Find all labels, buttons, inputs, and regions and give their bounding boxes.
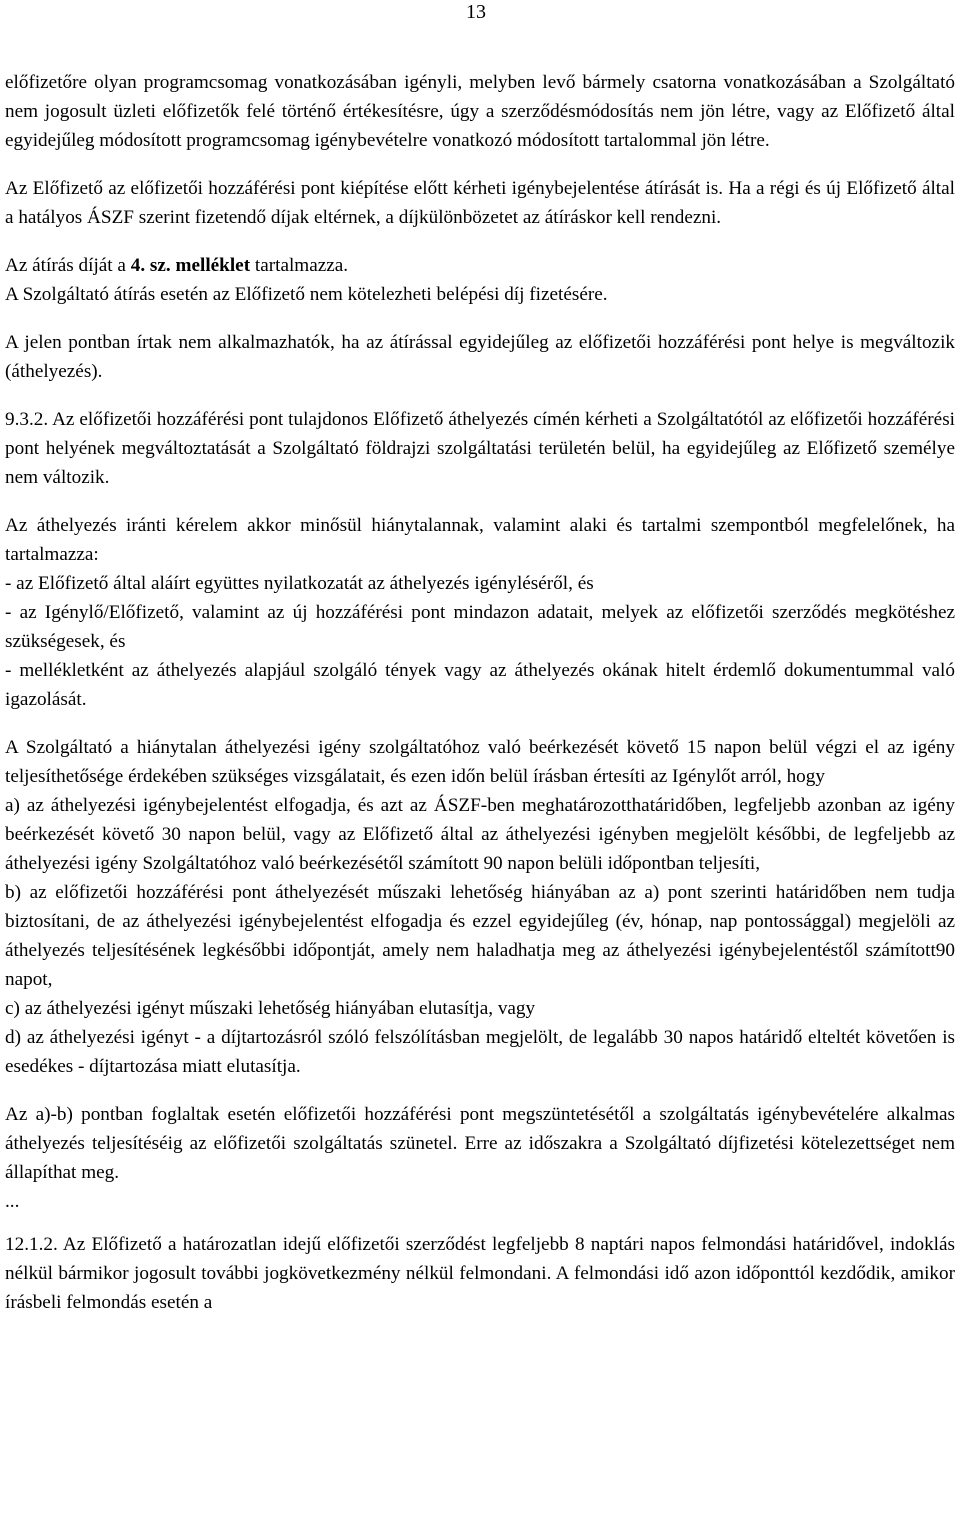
list-item: a) az áthelyezési igénybejelentést elfogadja, és azt az ÁSZF-ben meghatározotthatáridőben, legfeljebb azonban az igény beérkezését követő 30 napon belül, vagy az Előfizető által az áthelyezési igényben megjelölt későbbi, de legfeljebb az áthelyezési igény Szolgáltatóhoz való beérkezésétől számított 90 napon belüli időpontban teljesíti, [5, 795, 955, 874]
list-item: b) az előfizetői hozzáférési pont áthelyezését műszaki lehetőség hiányában az a) pont szerinti határidőben nem tudja biztosítani, de az áthelyezési igénybejelentést elfogadja és ezzel egyidejűleg (év, hónap, nap pontossággal) megjelöli az áthelyezés teljesítésének legkésőbbi időpontját, amely nem haladhatja meg az áthelyezési igénybejelentéstől számított90 napot, [5, 882, 955, 990]
list-item: - az Előfizető által aláírt együttes nyilatkozatát az áthelyezés igényléséről, és [5, 573, 594, 594]
section-9-3-2: 9.3.2. Az előfizetői hozzáférési pont tulajdonos Előfizető áthelyezés címén kérheti a Szolgáltatótól az előfizetői hozzáférési pont helyének megváltoztatását a Szolgáltató földrajzi szolgáltatási területén belül, ha egyidejűleg az Előfizető személye nem változik. [5, 409, 955, 488]
paragraph-transfer-fee [5, 251, 955, 280]
paragraph-provider-review: A Szolgáltató a hiánytalan áthelyezési igény szolgáltatóhoz való beérkezését követő 15 napon belül végzi el az igény teljesíthetősége érdekében szükséges vizsgálatait, és ezen időn belül írásban értesíti az Igénylőt arról, hogy [5, 737, 955, 787]
paragraph-no-entry-fee: A Szolgáltató átírás esetén az Előfizető nem kötelezheti belépési díj fizetésére. [5, 284, 608, 305]
paragraph-relocation-request: Az áthelyezés iránti kérelem akkor minősül hiánytalannak, valamint alaki és tartalmi szempontból megfelelőnek, ha tartalmazza: [5, 515, 955, 565]
paragraph-not-applicable: A jelen pontban írtak nem alkalmazhatók, ha az átírással egyidejűleg az előfizetői hozzáférési pont helye is megváltozik (áthelyezés). [5, 332, 955, 382]
paragraph-transfer-before-install: Az Előfizető az előfizetői hozzáférési pont kiépítése előtt kérheti igénybejelentése átírását is. Ha a régi és új Előfizető által a hatályos ÁSZF szerint fizetendő díjak eltérnek, a díjkülönbözetet az átíráskor kell rendezni. [5, 178, 955, 228]
section-12-1-2: 12.1.2. Az Előfizető a határozatlan idejű előfizetői szerződést legfeljebb 8 naptári napos felmondási határidővel, indoklás nélkül bármikor jogosult további jogkövetkezmény nélkül felmondani. A felmondási idő azon időponttól kezdődik, amikor írásbeli felmondás esetén a [5, 1234, 955, 1313]
list-item: d) az áthelyezési igényt - a díjtartozásról szóló felszólításban megjelölt, de legalább 30 napos határidő elteltét követően is esedékes - díjtartozása miatt elutasítja. [5, 1027, 955, 1077]
document-body [5, 68, 955, 1317]
list-item: - mellékletként az áthelyezés alapjául szolgáló tények vagy az áthelyezés okának hitelt érdemlő dokumentummal való igazolását. [5, 660, 955, 710]
ellipsis: ... [5, 1191, 20, 1212]
page-number: 13 [466, 1, 486, 23]
list-item: - az Igénylő/Előfizető, valamint az új hozzáférési pont mindazon adatait, melyek az előfizetői szerződés megkötéshez szükségesek, és [5, 602, 955, 652]
annex-reference: 4. sz. melléklet [130, 255, 251, 276]
list-item: c) az áthelyezési igényt műszaki lehetőség hiányában elutasítja, vagy [5, 998, 536, 1019]
paragraph-program-package: előfizetőre olyan programcsomag vonatkozásában igényli, melyben levő bármely csatorna vonatkozásában a Szolgáltató nem jogosult üzleti előfizetők felé történő értékesítésre, úgy a szerződésmódosítás nem jön létre, vagy az Előfizető által egyidejűleg módosított programcsomag igénybevételre vonatkozó módosított tartalommal jön létre. [5, 72, 955, 151]
transfer-fee-text: Az átírás díját a [5, 255, 131, 276]
paragraph-service-suspension: Az a)-b) pontban foglaltak esetén előfizetői hozzáférési pont megszüntetésétől a szolgáltatás igénybevételére alkalmas áthelyezés teljesítéséig az előfizetői szolgáltatás szünetel. Erre az időszakra a Szolgáltató díjfizetési kötelezettséget nem állapíthat meg. [5, 1104, 955, 1183]
transfer-fee-text-end: tartalmazza. [250, 255, 349, 276]
